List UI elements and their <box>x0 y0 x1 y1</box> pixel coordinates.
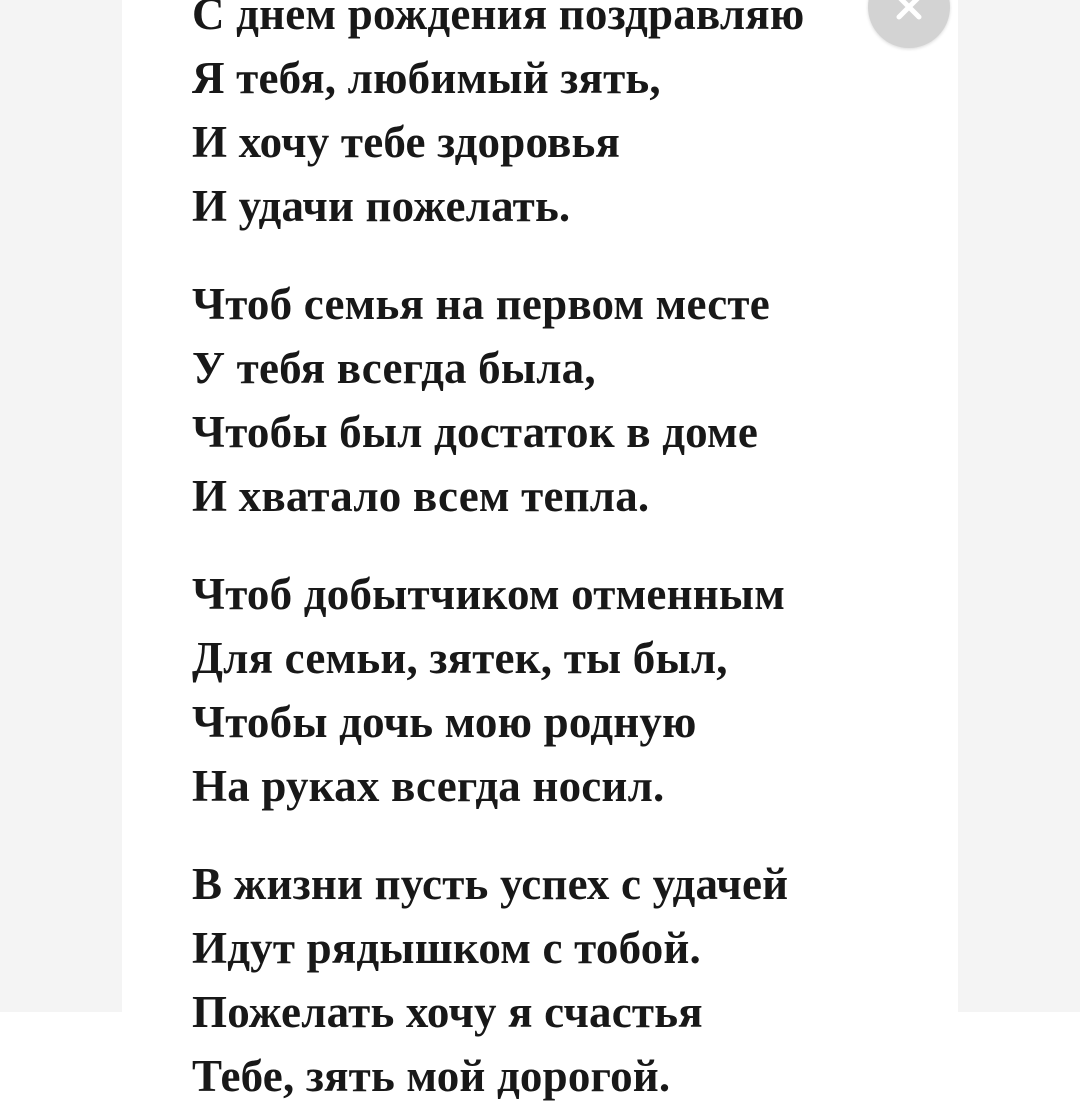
poem-stanza <box>192 852 952 1108</box>
poem-line: Чтобы дочь мою родную <box>192 697 697 747</box>
poem-stanza <box>192 562 952 818</box>
poem-line: В жизни пусть успех с удачей <box>192 859 789 909</box>
poem-line: И хочу тебе здоровья <box>192 117 621 167</box>
poem-line: С днем рождения поздравляю <box>192 0 805 39</box>
poem-stanza <box>192 272 952 528</box>
poem-line: Для семьи, зятек, ты был, <box>192 633 728 683</box>
poem-line: Тебе, зять мой дорогой. <box>192 1051 671 1101</box>
poem-line: И хватало всем тепла. <box>192 471 650 521</box>
close-icon <box>887 0 931 29</box>
poem-line: Я тебя, любимый зять, <box>192 53 661 103</box>
poem-line: Чтоб семья на первом месте <box>192 279 770 329</box>
page-right-margin <box>958 0 1080 1012</box>
page-left-margin <box>0 0 122 1012</box>
poem-line: У тебя всегда была, <box>192 343 596 393</box>
poem-stanza <box>192 0 952 238</box>
poem-line: Чтоб добытчиком отменным <box>192 569 786 619</box>
poem-sheet <box>122 0 958 1101</box>
poem-line: На руках всегда носил. <box>192 761 665 811</box>
poem-line: Идут рядышком с тобой. <box>192 923 701 973</box>
poem-line: Чтобы был достаток в доме <box>192 407 759 457</box>
poem-line: И удачи пожелать. <box>192 181 571 231</box>
poem-text <box>192 0 952 1108</box>
poem-line: Пожелать хочу я счастья <box>192 987 703 1037</box>
